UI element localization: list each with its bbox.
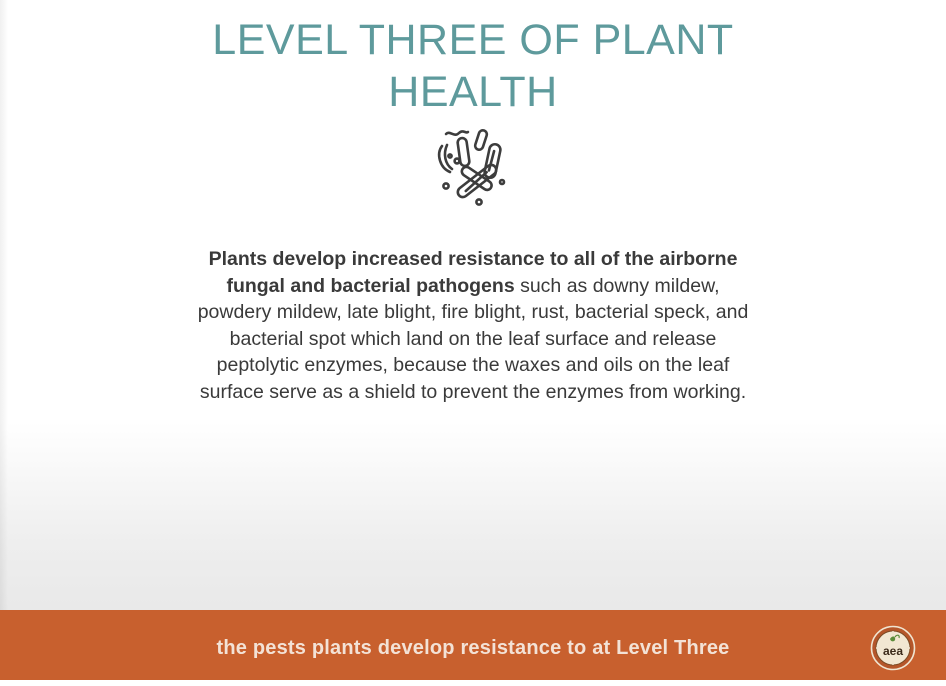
body-paragraph (193, 246, 753, 405)
slide-title (0, 14, 946, 118)
aea-logo-icon (870, 625, 916, 671)
slide-title-line-1: LEVEL THREE OF PLANT (212, 16, 734, 64)
caption-bar (0, 610, 946, 680)
bacteria-icon (432, 124, 514, 206)
body-emphasis: Plants develop increased resistance to all of the airborne fungal and bacterial pathogens (208, 248, 738, 297)
logo-text: aea (882, 644, 904, 658)
video-caption: the pests plants develop resistance to at Level Three (216, 637, 730, 659)
body-rest: such as downy mildew, powdery mildew, late blight, fire blight, rust, bacterial speck, and bacterial spot which land on the leaf surface and release peptolytic enzymes, because the waxes and oils on the leaf surface serve as a shield to prevent the enzymes from working. (197, 274, 749, 403)
slide-title-line-2: HEALTH (388, 68, 558, 116)
